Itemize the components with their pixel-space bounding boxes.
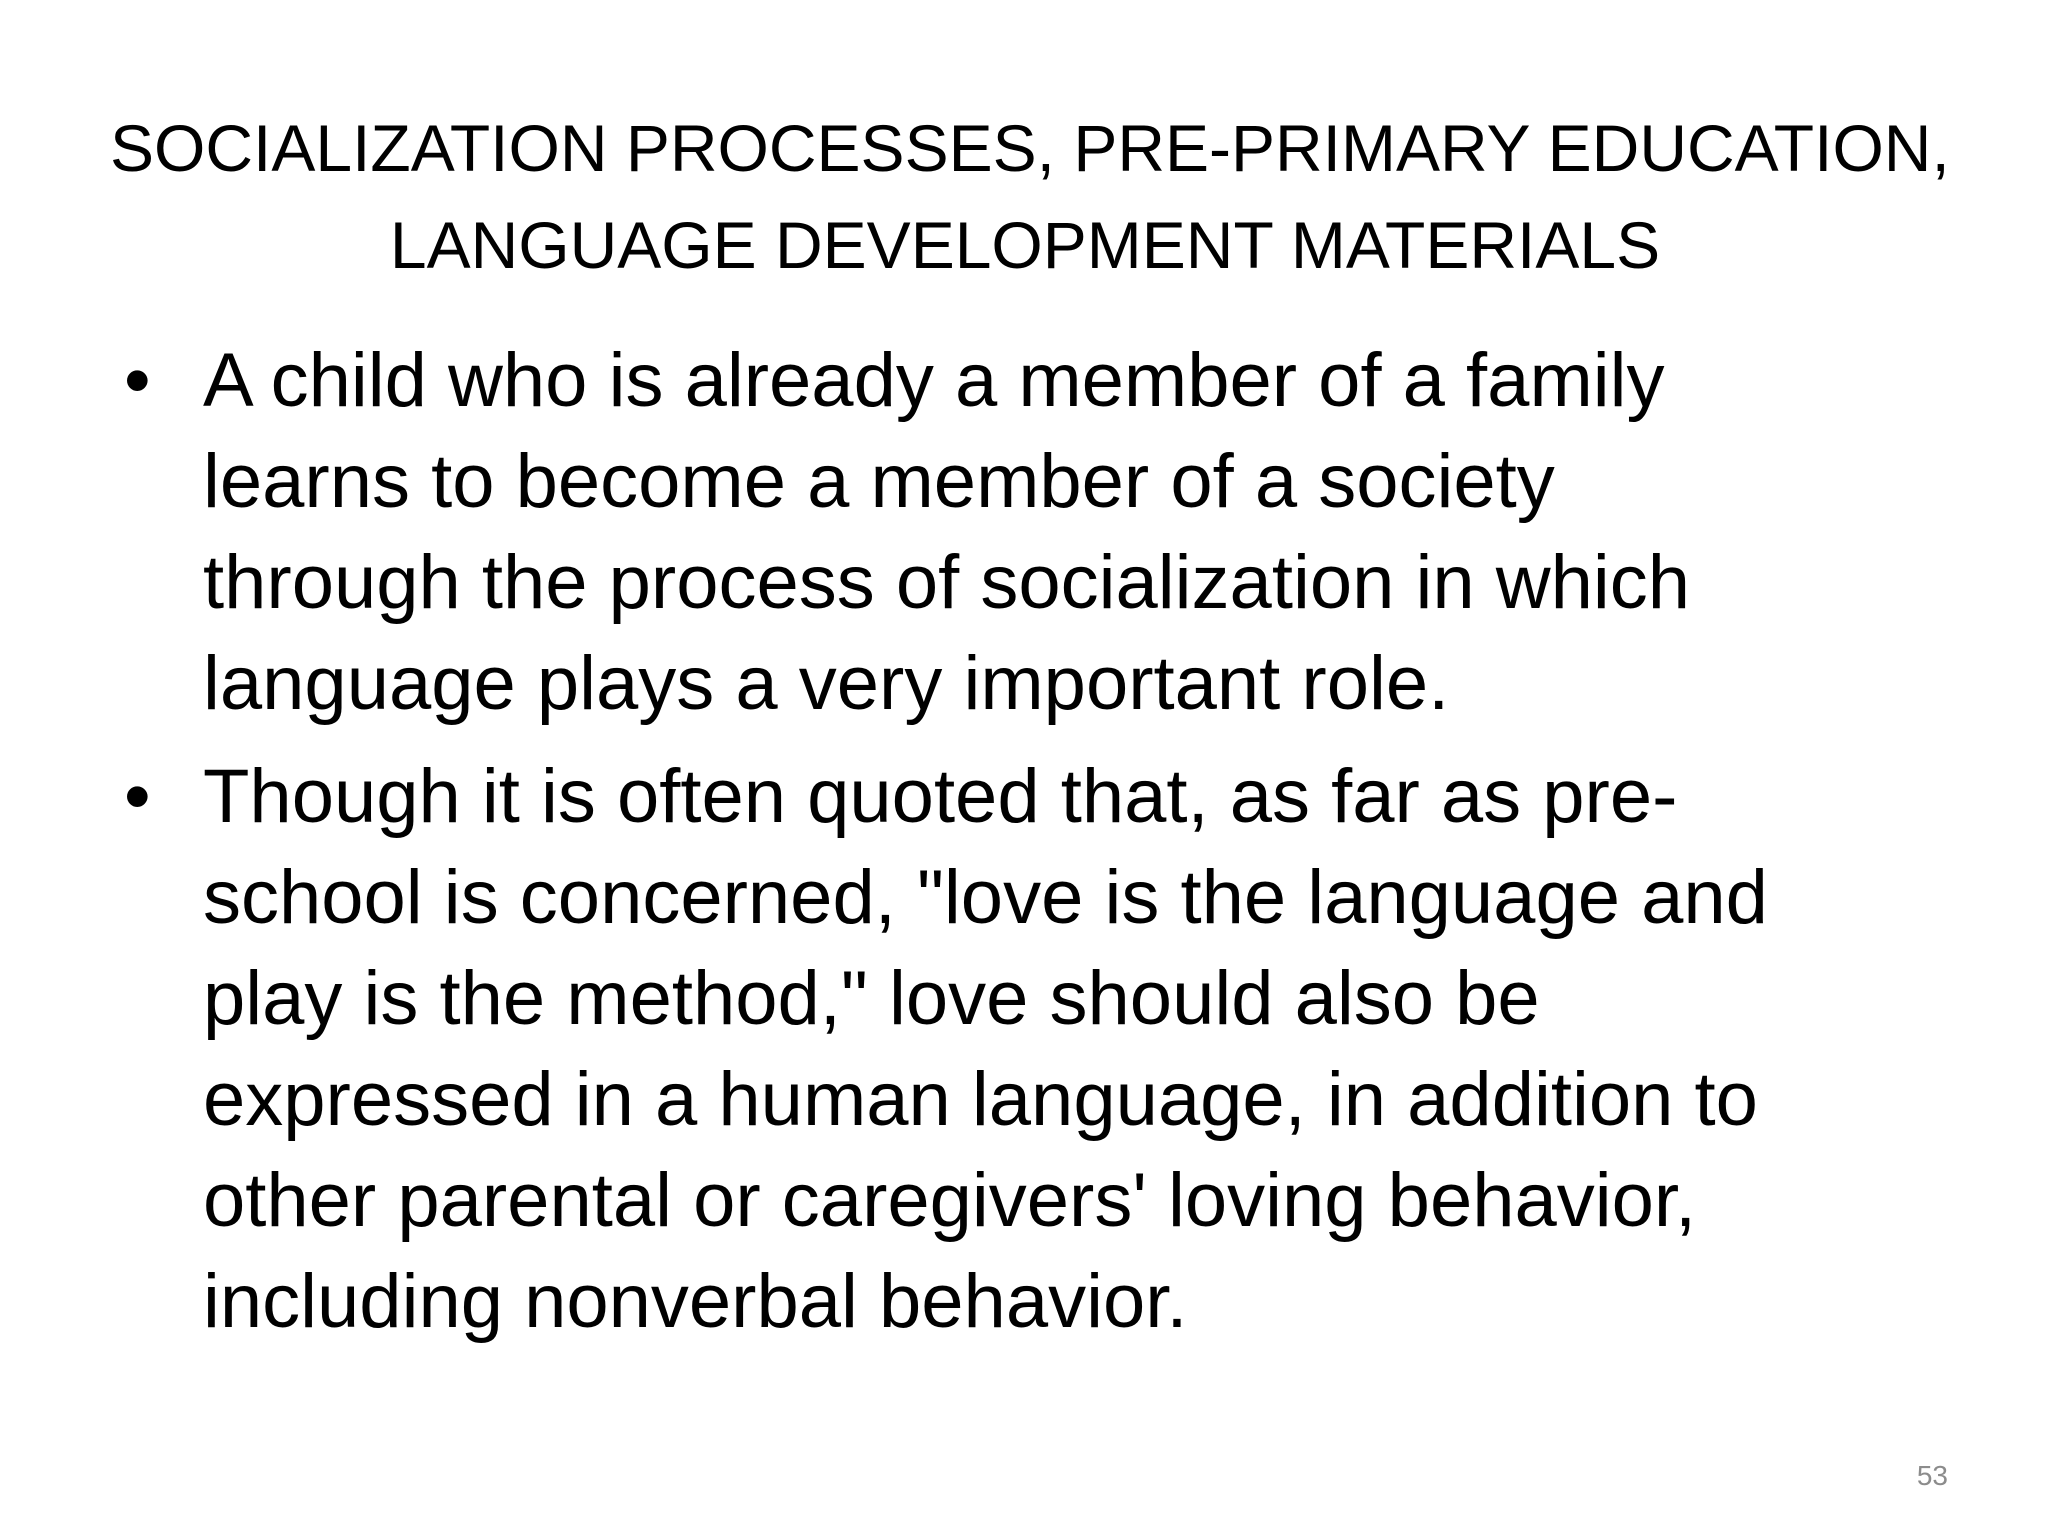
slide-title-line: SOCIALIZATION PROCESSES, PRE-PRIMARY EDUCATION, bbox=[110, 111, 1950, 185]
bullet-text-line: A child who is already a member of a family bbox=[203, 338, 1665, 423]
slide-title-line: LANGUAGE DEVELOPMENT MATERIALS bbox=[389, 208, 1661, 282]
bullet-item bbox=[0, 746, 2048, 1352]
bullet-list bbox=[0, 330, 2048, 1352]
bullet-text-line: through the process of socialization in which bbox=[203, 540, 1691, 625]
bullet-text-line: Though it is often quoted that, as far as pre- bbox=[203, 754, 1678, 839]
bullet-text-line: other parental or caregivers' loving behavior, bbox=[203, 1158, 1697, 1243]
bullet-icon: • bbox=[124, 754, 151, 839]
bullet-text-line: play is the method," love should also be bbox=[203, 956, 1540, 1041]
bullet-text-line: language plays a very important role. bbox=[203, 641, 1450, 726]
bullet-item bbox=[0, 330, 2048, 734]
bullet-text-line: including nonverbal behavior. bbox=[203, 1259, 1188, 1344]
bullet-text-line: expressed in a human language, in addition to bbox=[203, 1057, 1758, 1142]
slide-number: 53 bbox=[1916, 1460, 1948, 1491]
slide-title bbox=[110, 100, 1950, 294]
bullet-icon: • bbox=[124, 338, 151, 423]
bullet-text-line: school is concerned, "love is the language and bbox=[203, 855, 1768, 940]
bullet-text-line: learns to become a member of a society bbox=[203, 439, 1555, 524]
